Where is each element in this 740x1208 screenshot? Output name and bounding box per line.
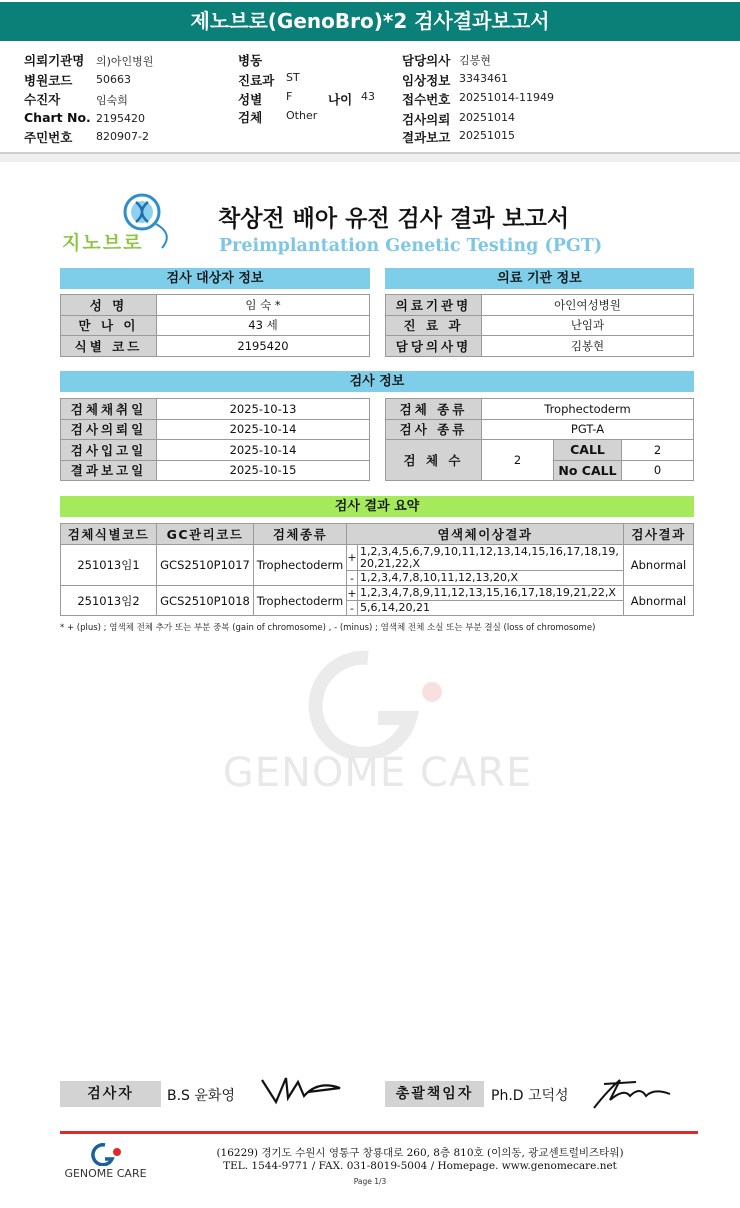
gain-line — [347, 545, 623, 571]
subject-age-value: 43 세 — [157, 315, 370, 336]
subject-id-value: 2195420 — [157, 336, 370, 357]
clinical-label: 임상정보 — [402, 73, 451, 88]
table-row — [61, 295, 370, 316]
report-label: 결과보고 — [402, 130, 451, 145]
nocall-value: 0 — [622, 460, 694, 481]
test-info-header: 검사 정보 — [60, 371, 694, 392]
gain-line — [347, 586, 623, 601]
reception-label: 접수번호 — [402, 92, 451, 107]
call-value: 2 — [622, 440, 694, 461]
col-karyotype: 염색체이상결과 — [347, 524, 624, 545]
plus-sign: + — [347, 586, 357, 600]
results-table — [60, 523, 694, 616]
institution-info-header: 의료 기관 정보 — [385, 268, 694, 289]
subject-age-label: 만 나 이 — [61, 315, 157, 336]
subject-id-label: 식별 코드 — [61, 336, 157, 357]
loss-chromosomes: 1,2,3,4,7,8,10,11,12,13,20,X — [360, 571, 518, 584]
test-type-value: PGT-A — [482, 419, 694, 440]
chart-label: Chart No. — [24, 110, 91, 125]
gain-chromosomes: 1,2,3,4,5,6,7,9,10,11,12,13,14,15,16,17,18,19,20,21,22,X — [360, 545, 619, 570]
table-row — [386, 399, 694, 420]
result-status: Abnormal — [624, 545, 694, 586]
karyotype-cell — [347, 586, 624, 616]
specimen-label: 검체 — [238, 110, 263, 125]
tester-signature-icon — [258, 1072, 348, 1108]
results-header-row — [61, 524, 694, 545]
table-row — [61, 440, 370, 461]
age-value: 43 — [361, 90, 375, 103]
institution-name-label: 의료기관명 — [386, 295, 482, 316]
results-summary-header: 검사 결과 요약 — [60, 496, 694, 517]
test-dates-table — [60, 398, 370, 481]
chief-name: Ph.D 고덕성 — [491, 1088, 569, 1104]
tester-name: B.S 윤화영 — [167, 1088, 235, 1104]
page-number: Page 1/3 — [353, 1177, 387, 1186]
table-row — [61, 315, 370, 336]
table-row — [61, 460, 370, 481]
code-label: 병원코드 — [24, 73, 73, 88]
chart-value: 2195420 — [96, 112, 145, 125]
specimen-count-label: 검 체 수 — [386, 440, 482, 481]
receipt-date-label: 검사입고일 — [61, 440, 157, 461]
collector-label: 수진자 — [24, 92, 61, 107]
footer-contact: TEL. 1544-9771 / FAX. 031-8019-5004 / Homepage. www.genomecare.net — [223, 1160, 617, 1172]
gc-code: GCS2510P1017 — [157, 545, 254, 586]
chief-signature-icon — [590, 1074, 675, 1112]
doctor-label: 담당의사 — [402, 53, 451, 68]
collector-value: 임숙희 — [96, 94, 128, 107]
footer-address: (16229) 경기도 수원시 영통구 창룡대로 260, 8층 810호 (이의동, 광교센트럴비즈타워) — [216, 1147, 624, 1159]
table-row — [386, 419, 694, 440]
hospital-value: 의)아인병원 — [96, 55, 154, 68]
subject-info-header: 검사 대상자 정보 — [60, 268, 370, 289]
report-subtitle: Preimplantation Genetic Testing (PGT) — [219, 236, 603, 256]
call-label: CALL — [554, 440, 622, 461]
institution-info-table — [385, 294, 694, 357]
table-row — [61, 336, 370, 357]
loss-chromosomes: 5,6,14,20,21 — [360, 601, 430, 614]
test-specimen-table — [385, 398, 694, 481]
result-status: Abnormal — [624, 586, 694, 616]
chief-label: 총괄책임자 — [385, 1081, 484, 1107]
table-row — [61, 419, 370, 440]
request-label: 검사의뢰 — [402, 112, 451, 127]
document-title: 제노브로(GenoBro)*2 검사결과보고서 — [0, 2, 740, 41]
ward-label: 병동 — [238, 53, 263, 68]
institution-doctor-value: 김봉현 — [482, 336, 694, 357]
sex-value: F — [286, 90, 293, 103]
col-result: 검사결과 — [624, 524, 694, 545]
specimen-type: Trophectoderm — [254, 545, 347, 586]
subject-name-label: 성 명 — [61, 295, 157, 316]
institution-name-value: 아인여성병원 — [482, 295, 694, 316]
clinical-value: 3343461 — [459, 72, 508, 85]
minus-sign: - — [347, 601, 358, 615]
report-value: 20251015 — [459, 129, 515, 142]
institution-doctor-label: 담당의사명 — [386, 336, 482, 357]
sample-code: 251013임2 — [61, 586, 157, 616]
receipt-date-value: 2025-10-14 — [157, 440, 370, 461]
watermark — [200, 648, 555, 798]
table-row — [61, 545, 694, 586]
dept-value: ST — [286, 71, 300, 84]
institution-dept-value: 난임과 — [482, 315, 694, 336]
footnote: * + (plus) ; 염색체 전체 추가 또는 부분 중복 (gain of chromosome) , - (minus) ; 염색체 전체 소실 또는 부분 결실 (loss of chromosome) — [60, 623, 596, 633]
tester-label: 검사자 — [60, 1081, 161, 1107]
request-date-value: 2025-10-14 — [157, 419, 370, 440]
collect-date-label: 검체채취일 — [61, 399, 157, 420]
test-type-label: 검사 종류 — [386, 419, 482, 440]
header-divider — [0, 154, 740, 162]
nocall-label: No CALL — [554, 460, 622, 481]
table-row — [386, 315, 694, 336]
request-value: 20251014 — [459, 111, 515, 124]
footer-divider — [60, 1131, 698, 1134]
plus-sign: + — [347, 545, 358, 570]
genobro-logo — [62, 190, 182, 260]
loss-line — [347, 571, 623, 585]
specimen-type-value: Trophectoderm — [482, 399, 694, 420]
table-row — [61, 586, 694, 616]
genome-care-logo — [58, 1142, 153, 1182]
table-row — [61, 399, 370, 420]
collect-date-value: 2025-10-13 — [157, 399, 370, 420]
report-title: 착상전 배아 유전 검사 결과 보고서 — [218, 206, 570, 232]
report-date-label: 결과보고일 — [61, 460, 157, 481]
sex-label: 성별 — [238, 92, 263, 107]
loss-line — [347, 601, 623, 615]
age-label: 나이 — [328, 92, 353, 107]
specimen-value: Other — [286, 109, 318, 122]
specimen-type-label: 검체 종류 — [386, 399, 482, 420]
patient-info-panel — [0, 41, 740, 154]
table-row — [386, 295, 694, 316]
footer-logo-text: GENOME CARE — [64, 1167, 147, 1180]
sample-code: 251013임1 — [61, 545, 157, 586]
resident-label: 주민번호 — [24, 130, 73, 145]
col-gc-code: GC관리코드 — [157, 524, 254, 545]
col-specimen-type: 검체종류 — [254, 524, 347, 545]
minus-sign: - — [347, 571, 358, 585]
resident-value: 820907-2 — [96, 130, 149, 143]
col-sample-code: 검체식별코드 — [61, 524, 157, 545]
reception-value: 20251014-11949 — [459, 91, 554, 104]
gc-code: GCS2510P1018 — [157, 586, 254, 616]
code-value: 50663 — [96, 73, 131, 86]
request-date-label: 검사의뢰일 — [61, 419, 157, 440]
watermark-text: GENOME CARE — [222, 750, 533, 796]
hospital-label: 의뢰기관명 — [24, 53, 85, 68]
logo-text: 지노브로 — [62, 232, 144, 254]
subject-name-value: 임 숙 * — [157, 295, 370, 316]
institution-dept-label: 진 료 과 — [386, 315, 482, 336]
specimen-type: Trophectoderm — [254, 586, 347, 616]
dept-label: 진료과 — [238, 73, 275, 88]
genome-care-icon — [88, 1142, 128, 1166]
karyotype-cell — [347, 545, 624, 586]
specimen-count-value: 2 — [482, 440, 554, 481]
doctor-value: 김봉현 — [459, 54, 491, 67]
subject-info-table — [60, 294, 370, 357]
genome-care-watermark-icon — [200, 648, 555, 758]
table-row — [386, 440, 694, 461]
gain-chromosomes: 1,2,3,4,7,8,9,11,12,13,15,16,17,18,19,21,22,X — [360, 586, 616, 599]
report-date-value: 2025-10-15 — [157, 460, 370, 481]
table-row — [386, 336, 694, 357]
